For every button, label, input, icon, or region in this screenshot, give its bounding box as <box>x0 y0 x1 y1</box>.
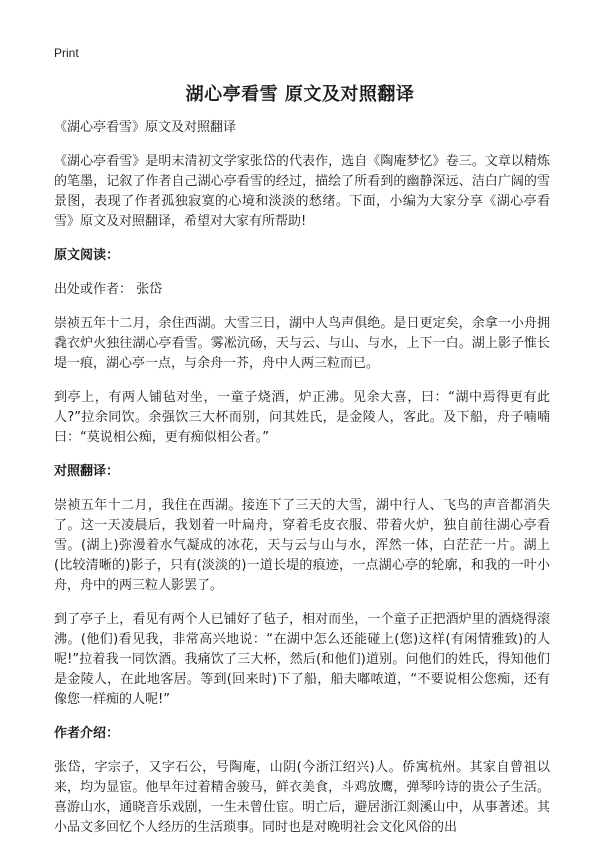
translation-heading: 对照翻译： <box>54 464 120 479</box>
source-line: 出处或作者： 张岱 <box>54 282 163 297</box>
print-link[interactable]: Print <box>54 46 79 60</box>
original-paragraph-1: 崇祯五年十二月，余住西湖。大雪三日，湖中人鸟声俱绝。是日更定矣，余拿一小舟拥毳衣炉火独往湖心亭看雪。雾凇沆砀，天与云、与山、与水，上下一白。湖上影子惟长堤一痕，湖心亭一点，与余舟一芥，舟中人两三粒而已。 <box>54 316 550 371</box>
article-subtitle: 《湖心亭看雪》原文及对照翻译 <box>54 120 237 135</box>
author-paragraph: 张岱，字宗子，又字石公，号陶庵，山阴(今浙江绍兴)人。侨寓杭州。其家自曾祖以来，均为显宦。他早年过着精舍骏马，鲜衣美食，斗鸡放鹰，弹琴吟诗的贵公子生活。喜游山水，通晓音乐戏剧，一生未曾仕宦。明亡后，避居浙江剡溪山中，从事著述。其小品文多回忆个人经历的生活琐事。同时也是对晚明社会文化风俗的出 <box>54 760 550 835</box>
original-paragraph-2: 到亭上，有两人铺毡对坐，一童子烧酒，炉正沸。见余大喜，曰：“湖中焉得更有此人?”拉余同饮。余强饮三大杯而别，问其姓氏，是金陵人，客此。及下船，舟子喃喃曰：“莫说相公痴，更有痴似相公者。” <box>54 390 550 445</box>
article-body <box>54 118 550 852</box>
author-heading: 作者介绍： <box>54 726 120 741</box>
translation-paragraph-2: 到了亭子上，看见有两个人已铺好了毡子，相对而坐，一个童子正把酒炉里的酒烧得滚沸。(他们)看见我，非常高兴地说：“在湖中怎么还能碰上(您)这样(有闲情雅致)的人呢!”拉着我一同饮酒。我痛饮了三大杯，然后(和他们)道别。问他们的姓氏，得知他们是金陵人，在此地客居。等到(回来时)下了船，船夫嘟哝道，“不要说相公您痴，还有像您一样痴的人呢!” <box>54 612 550 707</box>
intro-paragraph: 《湖心亭看雪》是明末清初文学家张岱的代表作，选自《陶庵梦忆》卷三。文章以精炼的笔墨，记叙了作者自己湖心亭看雪的经过，描绘了所看到的幽静深远、洁白广阔的雪景图，表现了作者孤独寂寞的心境和淡淡的愁绪。下面，小编为大家分享《湖心亭看雪》原文及对照翻译，希望对大家有所帮助! <box>54 154 550 229</box>
original-text-heading: 原文阅读： <box>54 248 120 263</box>
page-title: 湖心亭看雪 原文及对照翻译 <box>185 84 415 105</box>
translation-paragraph-1: 崇祯五年十二月，我住在西湖。接连下了三天的大雪，湖中行人、飞鸟的声音都消失了。这一天凌晨后，我划着一叶扁舟，穿着毛皮衣服、带着火炉，独自前往湖心亭看雪。(湖上)弥漫着水气凝成的冰花，天与云与山与水，浑然一体，白茫茫一片。湖上(比较清晰的)影子，只有(淡淡的)一道长堤的痕迹，一点湖心亭的轮廓，和我的一叶小舟，舟中的两三粒人影罢了。 <box>54 498 550 593</box>
